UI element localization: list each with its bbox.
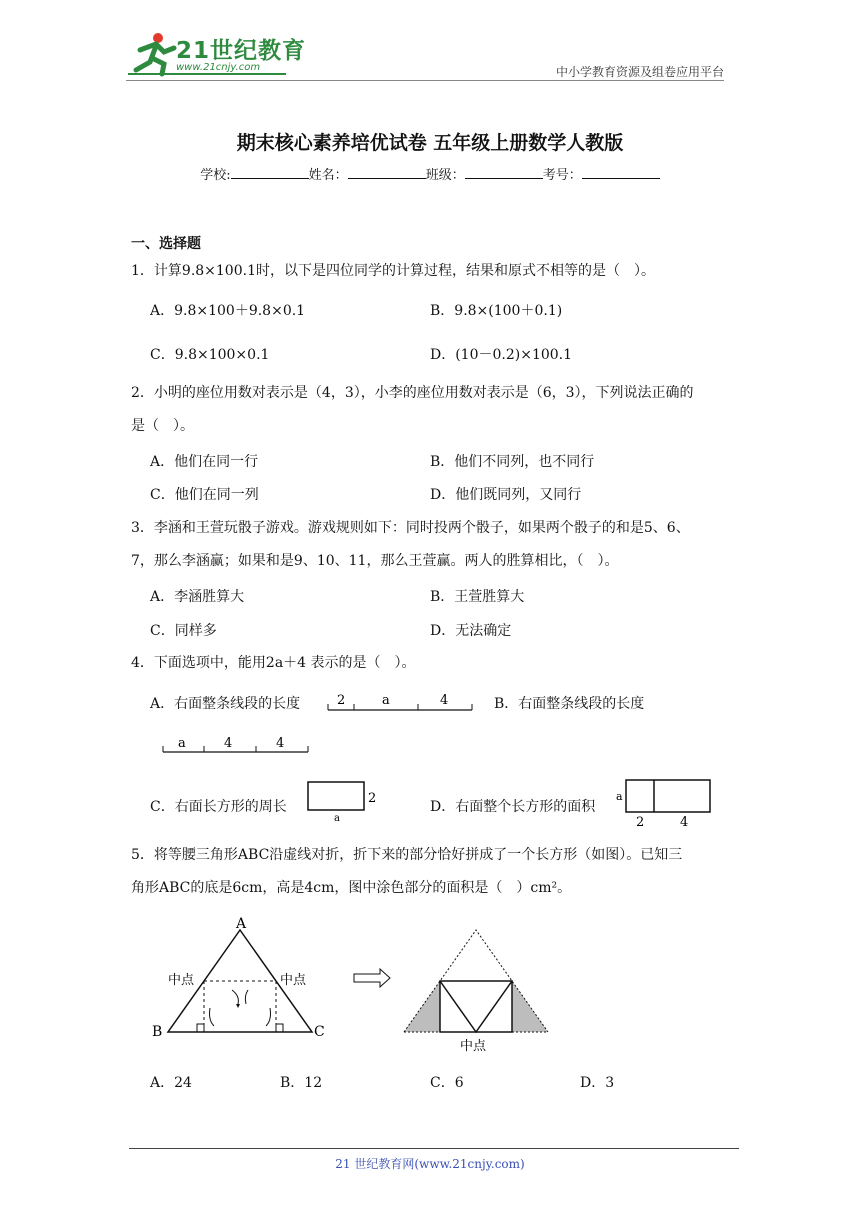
student-info-line <box>0 164 860 183</box>
q1-option-b: B．9.8×(100＋0.1) <box>430 303 563 319</box>
name-label: 姓名： <box>308 168 348 183</box>
q3-option-c: C．同样多 <box>150 623 217 639</box>
q4-option-d: D．右面整个长方形的面积 <box>430 799 596 815</box>
q2-stem-line1: 2．小明的座位用数对表示是（4，3），小李的座位用数对表示是（6，3），下列说法正确的 <box>131 385 694 401</box>
midpoint-left-label: 中点 <box>168 973 195 988</box>
q5-option-c: C．6 <box>430 1075 464 1091</box>
vertex-c-label: C <box>314 1024 325 1040</box>
q4-option-c: C．右面长方形的周长 <box>150 799 287 815</box>
fig-a-label-a: a <box>382 693 390 708</box>
q3-option-b: B．王萱胜算大 <box>430 589 525 605</box>
right-arrow-icon <box>354 969 390 987</box>
q3-stem-line2: 7，那么李涵赢；如果和是9、10、11，那么王萱赢。两人的胜算相比，（ ）。 <box>131 553 619 569</box>
q3-option-d: D．无法确定 <box>430 623 512 639</box>
midpoint-bottom-label: 中点 <box>460 1039 487 1054</box>
q2-option-a: A．他们在同一行 <box>150 454 259 470</box>
page-title: 期末核心素养培优试卷 五年级上册数学人教版 <box>236 132 624 154</box>
q1-option-a: A．9.8×100＋9.8×0.1 <box>150 303 306 319</box>
q1-option-d: D．(10－0.2)×100.1 <box>430 347 573 363</box>
fig-a-label-4: 4 <box>440 693 449 708</box>
class-label: 班级： <box>425 168 465 183</box>
q4-stem: 4．下面选项中，能用2a＋4 表示的是（ ）。 <box>131 655 416 671</box>
q1-option-c: C．9.8×100×0.1 <box>150 347 270 363</box>
q2-option-d: D．他们既同列，又同行 <box>430 487 582 503</box>
q4-segment-figure-b <box>160 732 312 758</box>
q4-rectangle-figure-c <box>306 780 382 822</box>
midpoint-right-label: 中点 <box>280 973 307 988</box>
q2-option-c: C．他们在同一列 <box>150 487 259 503</box>
header-divider <box>126 80 724 81</box>
q2-stem-line2: 是（ ）。 <box>131 418 194 434</box>
vertex-b-label: B <box>152 1024 163 1040</box>
exam-no-blank <box>582 166 660 179</box>
q5-option-d: D．3 <box>580 1075 615 1091</box>
fig-d-bottom-label-4: 4 <box>680 815 689 828</box>
fig-b-label-4b: 4 <box>276 736 285 751</box>
q4-option-a: A．右面整条线段的长度 <box>150 696 301 712</box>
q3-option-a: A．李涵胜算大 <box>150 589 245 605</box>
vertex-a-label: A <box>236 916 247 932</box>
q1-stem: 1．计算9.8×100.1时，以下是四位同学的计算过程，结果和原式不相等的是（ ）。 <box>131 263 655 279</box>
fig-b-label-4a: 4 <box>224 736 233 751</box>
folded-rectangle <box>440 981 512 1032</box>
fig-c-bottom-label: a <box>334 813 340 822</box>
footer-link[interactable]: 21 世纪教育网(www.21cnjy.com) <box>335 1157 525 1171</box>
header-platform-text: 中小学教育资源及组卷应用平台 <box>555 65 724 79</box>
q2-option-b: B．他们不同列，也不同行 <box>430 454 595 470</box>
q4-segment-figure-a <box>326 688 474 716</box>
fig-d-side-label: a <box>616 790 623 803</box>
fig-d-bottom-label-2: 2 <box>636 815 645 828</box>
q3-stem-line1: 3．李涵和王萱玩骰子游戏。游戏规则如下：同时投两个骰子，如果两个骰子的和是5、6、 <box>131 520 690 536</box>
q5-option-a: A．24 <box>150 1075 192 1091</box>
fig-a-label-2: 2 <box>337 693 346 708</box>
q4-rectangle-figure-d <box>614 776 714 828</box>
logo-text: 21世纪教育 <box>176 38 307 64</box>
q4-option-b: B．右面整条线段的长度 <box>494 696 645 712</box>
school-blank <box>231 166 309 179</box>
school-label: 学校: <box>200 168 231 183</box>
exam-no-label: 考号： <box>542 168 582 183</box>
q5-folding-figure <box>148 912 558 1058</box>
name-blank <box>348 166 426 179</box>
fig-b-label-a: a <box>178 736 186 751</box>
q5-stem-line2: 角形ABC的底是6cm，高是4cm，图中涂色部分的面积是（ ）cm²。 <box>131 880 572 896</box>
q5-option-b: B．12 <box>280 1075 323 1091</box>
q5-stem-line1: 5．将等腰三角形ABC沿虚线对折，折下来的部分恰好拼成了一个长方形（如图）。已知三 <box>131 847 683 863</box>
section-heading: 一、选择题 <box>131 236 201 252</box>
fig-c-side-label: 2 <box>368 791 377 806</box>
logo-url: www.21cnjy.com <box>176 62 261 73</box>
footer-divider <box>129 1148 739 1149</box>
class-blank <box>465 166 543 179</box>
